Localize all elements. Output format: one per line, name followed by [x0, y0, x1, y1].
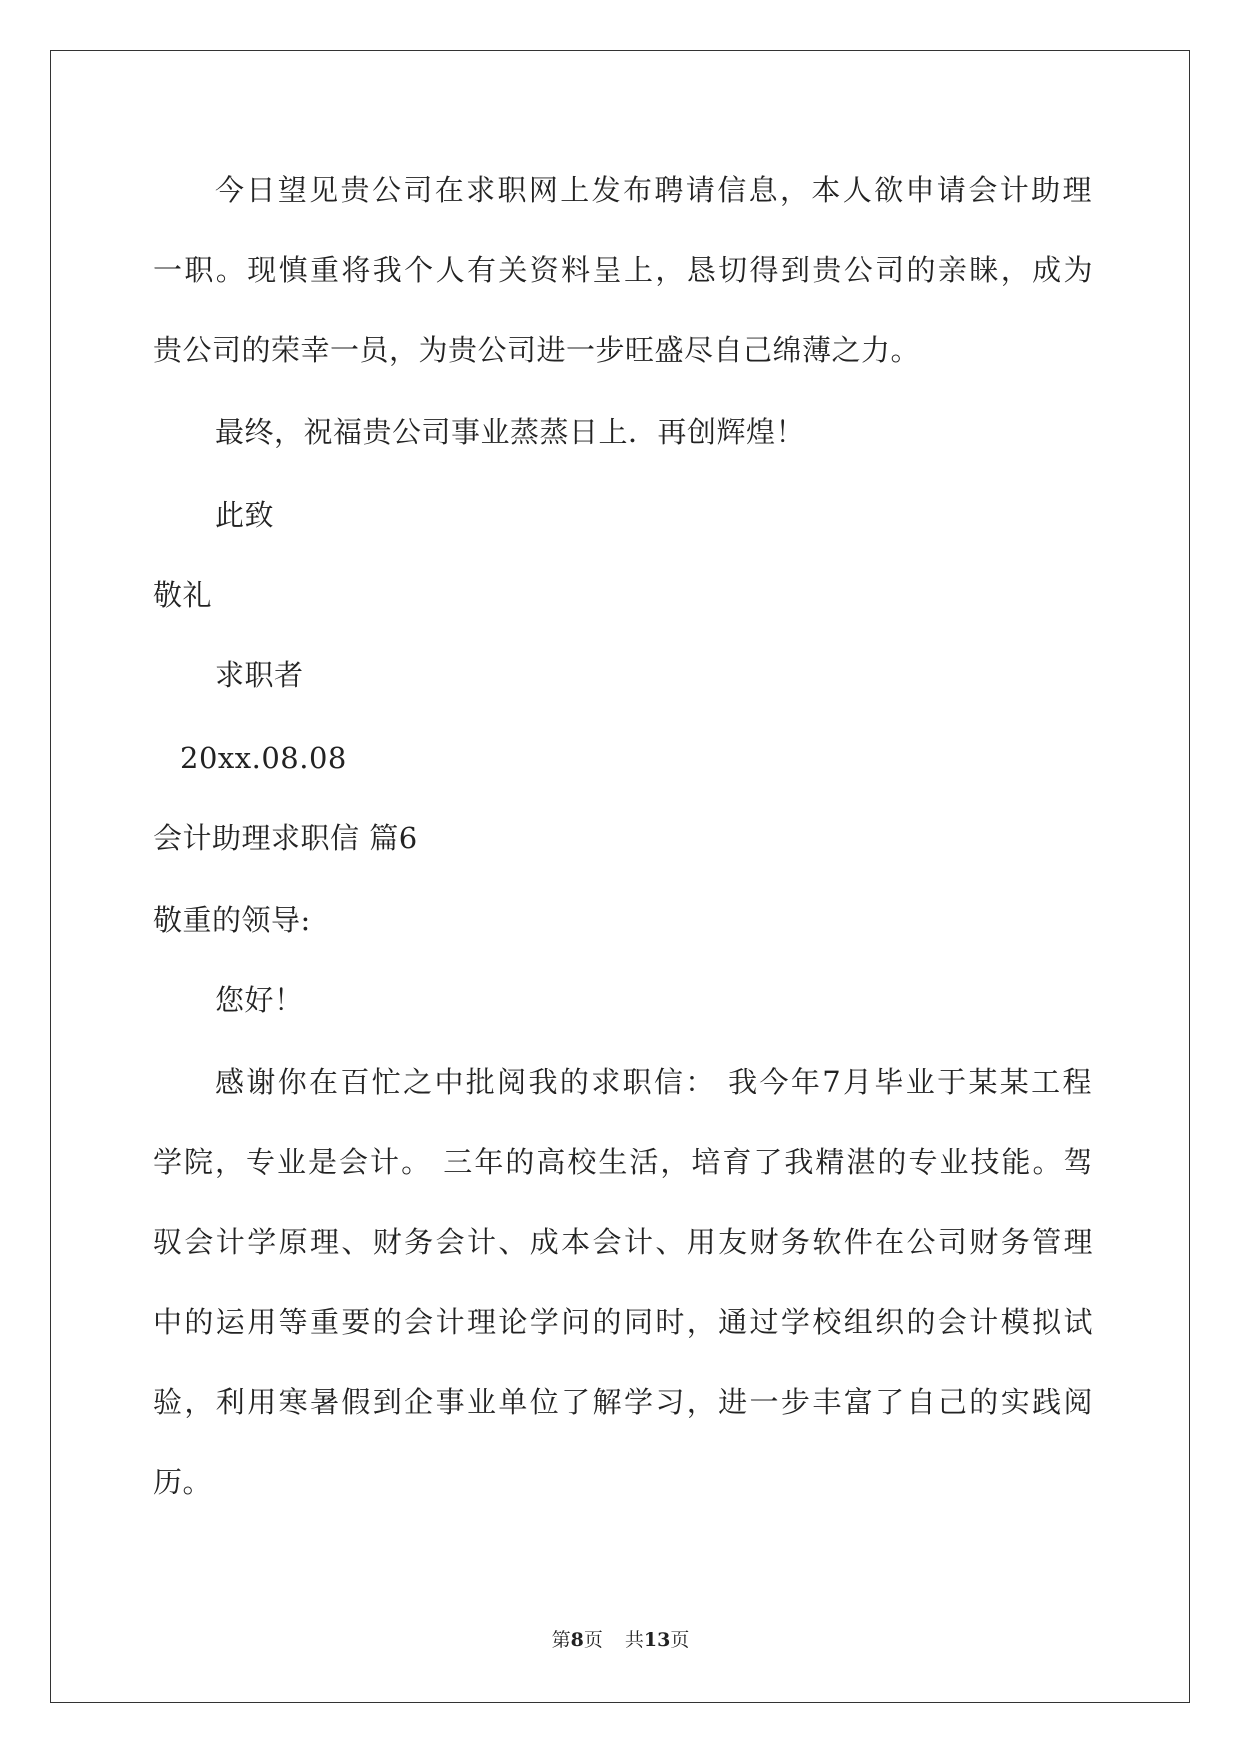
closing-wish: 最终，祝福贵公司事业蒸蒸日上．再创辉煌！	[215, 415, 806, 449]
footer-page-suffix: 页	[583, 1629, 603, 1651]
page-footer	[0, 1628, 1241, 1652]
section-title: 会计助理求职信 篇6	[153, 821, 418, 855]
footer-total-prefix: 共	[624, 1629, 644, 1651]
date: 20xx.08.08	[180, 741, 347, 775]
footer-page-prefix: 第	[551, 1629, 571, 1651]
greeting: 敬重的领导:	[153, 903, 311, 937]
page-border	[50, 50, 1190, 1703]
paragraph2-line4: 中的运用等重要的会计理论学问的同时，通过学校组织的会计模拟试	[153, 1305, 1093, 1339]
paragraph2-line5: 验，利用寒暑假到企事业单位了解学习，进一步丰富了自己的实践阅	[153, 1385, 1093, 1419]
footer-total-suffix: 页	[670, 1629, 690, 1651]
footer-page-total: 13	[643, 1629, 671, 1651]
paragraph2-line1: 感谢你在百忙之中批阅我的求职信： 我今年7月毕业于某某工程	[215, 1065, 1092, 1099]
salutation-jing-li: 敬礼	[153, 578, 213, 612]
salutation-ci-zhi: 此致	[215, 498, 275, 532]
hello: 您好！	[215, 983, 304, 1017]
paragraph2-line6: 历。	[153, 1465, 213, 1499]
paragraph2-line3: 驭会计学原理、财务会计、成本会计、用友财务软件在公司财务管理	[153, 1225, 1093, 1259]
paragraph1-line2: 一职。现慎重将我个人有关资料呈上，恳切得到贵公司的亲睐，成为	[153, 253, 1093, 287]
footer-page-current: 8	[570, 1629, 584, 1651]
paragraph1-line3: 贵公司的荣幸一员，为贵公司进一步旺盛尽自己绵薄之力。	[153, 333, 921, 367]
paragraph1-line1: 今日望见贵公司在求职网上发布聘请信息，本人欲申请会计助理	[215, 173, 1092, 207]
signature: 求职者	[215, 658, 304, 692]
paragraph2-line2: 学院，专业是会计。 三年的高校生活，培育了我精湛的专业技能。驾	[153, 1145, 1093, 1179]
